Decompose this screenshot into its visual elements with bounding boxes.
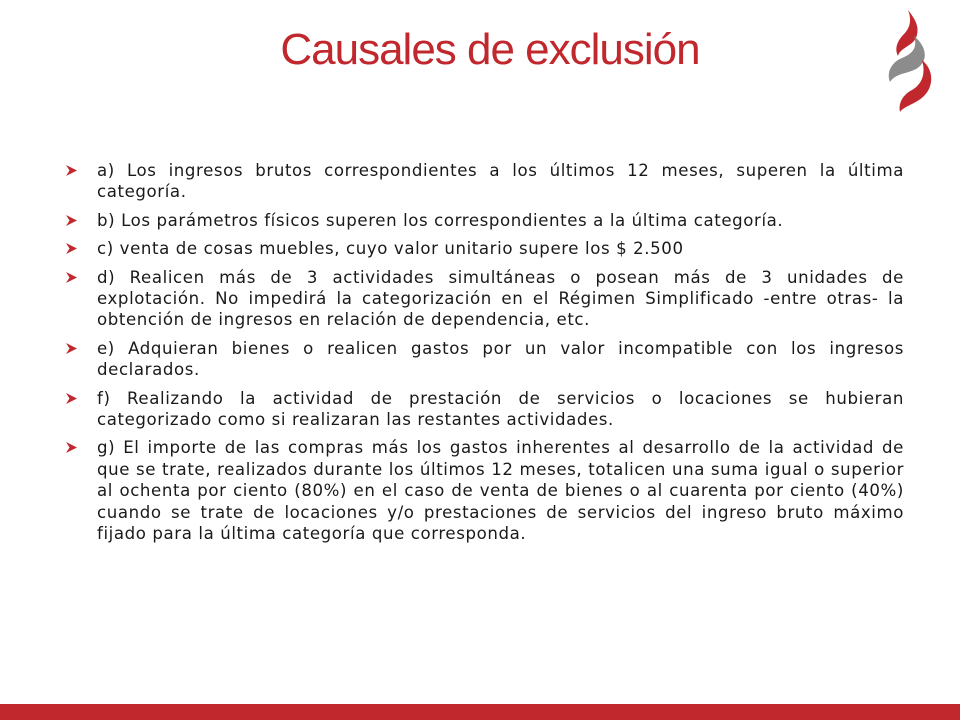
list-item (66, 338, 904, 381)
arrow-bullet-icon (66, 165, 77, 176)
list-item (66, 160, 904, 203)
list-item-text: a) Los ingresos brutos correspondientes a los últimos 12 meses, superen la última categoría. (97, 161, 904, 202)
arrow-bullet-icon (66, 272, 77, 283)
exclusion-list (66, 160, 904, 552)
arrow-bullet-icon (66, 393, 77, 404)
list-item-text: e) Adquieran bienes o realicen gastos por un valor incompatible con los ingresos declarados. (97, 338, 904, 380)
bottom-accent-bar (0, 704, 960, 720)
list-item-text: c) venta de cosas muebles, cuyo valor unitario supere los $ 2.500 (97, 239, 684, 259)
list-item-text: b) Los parámetros físicos superen los correspondientes a la última categoría. (97, 210, 784, 230)
list-item-text: g) El importe de las compras más los gastos inherentes al desarrollo de la actividad de que se trate, realizados durante los últimos 12 meses, totalicen una suma igual o superior al ochenta por ciento (80%) en el caso de venta de bienes o al cuarenta por ciento (40%) cuando se trate de locaciones y/o prestaciones de servicios del ingreso bruto máximo fijado para la última categoría que corresponda. (97, 438, 904, 544)
list-item-text: f) Realizando la actividad de prestación de servicios o locaciones se hubieran categorizado como si realizaran las restantes actividades. (97, 388, 904, 430)
arrow-bullet-icon (66, 343, 77, 354)
list-item (66, 388, 904, 431)
arrow-bullet-icon (66, 215, 77, 226)
list-item (66, 437, 904, 544)
list-item (66, 210, 904, 231)
list-item (66, 238, 904, 259)
arrow-bullet-icon (66, 243, 77, 254)
list-item (66, 267, 904, 331)
arrow-bullet-icon (66, 442, 77, 453)
flame-logo-icon (872, 8, 936, 112)
slide-title: Causales de exclusión (280, 25, 700, 74)
list-item-text: d) Realicen más de 3 actividades simultáneas o posean más de 3 unidades de explotación. No impedirá la categorización en el Régimen Simplificado -entre otras- la obtención de ingresos en relación de dependencia, etc. (97, 267, 904, 330)
